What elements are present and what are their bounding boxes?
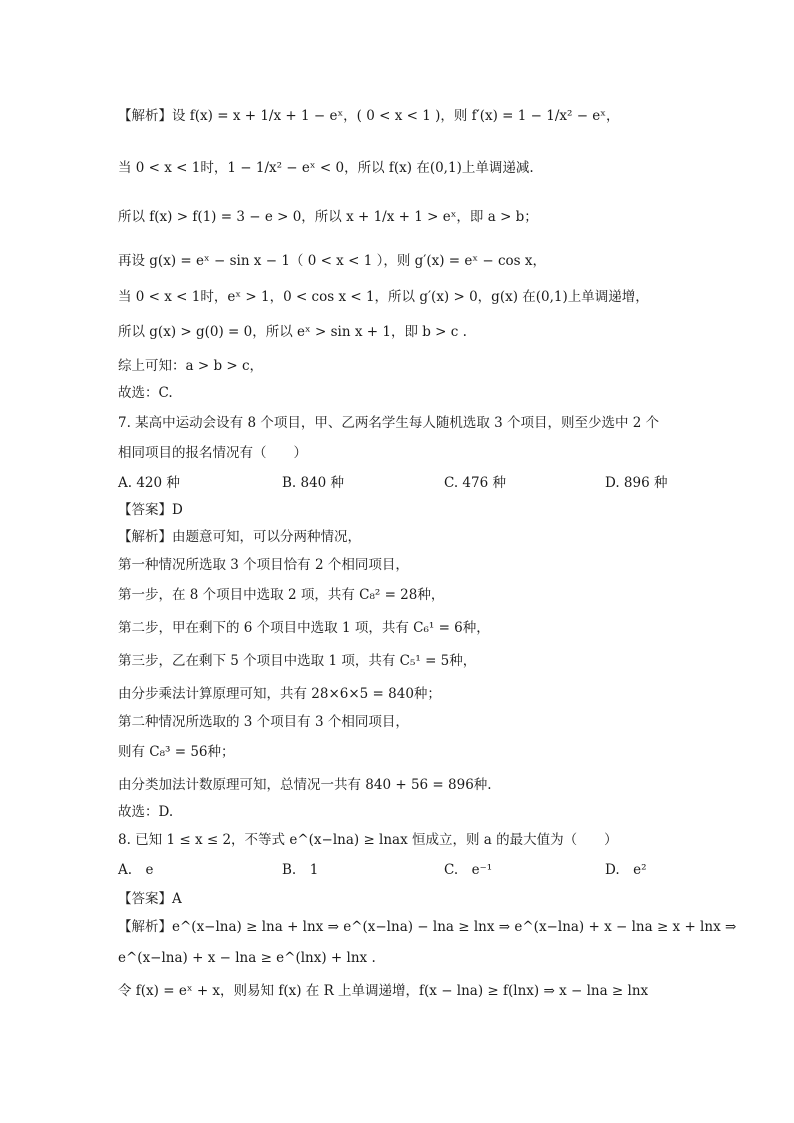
q7-option-a: A. 420 种 [118, 475, 180, 491]
text-line: 由分类加法计数原理可知，总情况一共有 840 + 56 = 896种. [118, 777, 492, 793]
question-8-stem: 8. 已知 1 ≤ x ≤ 2，不等式 e^(x−lna) ≥ lnax 恒成立，则 a 的最大值为（ ） [118, 832, 618, 848]
text-line: 所以 f(x) > f(1) = 3 − e > 0，所以 x + 1/x + 1 > eˣ，即 a > b； [118, 209, 538, 225]
answer-line: 【答案】D [118, 502, 183, 518]
text-line: 故选：C. [118, 385, 173, 401]
text-line: e^(x−lna) + x − lna ≥ e^(lnx) + lnx . [118, 950, 376, 966]
text-line: 当 0 < x < 1时，1 − 1/x² − eˣ < 0，所以 f(x) 在(0,1)上单调递减. [118, 160, 534, 176]
q8-option-c: C. e⁻¹ [444, 862, 493, 878]
question-7-stem: 相同项目的报名情况有（ ） [118, 445, 307, 461]
q7-option-b: B. 840 种 [282, 475, 345, 491]
text-line: 由分步乘法计算原理可知，共有 28×6×5 = 840种； [118, 686, 441, 702]
q8-option-a: A. e [118, 862, 154, 878]
q8-option-d: D. e² [605, 862, 647, 878]
text-line: 【解析】由题意可知，可以分两种情况， [118, 529, 361, 545]
text-line: 【解析】设 f(x) = x + 1/x + 1 − eˣ，( 0 < x < 1 )，则 f′(x) = 1 − 1/x² − eˣ， [118, 108, 620, 124]
question-7-stem: 7. 某高中运动会设有 8 个项目，甲、乙两名学生每人随机选取 3 个项目，则至少选中 2 个 [118, 415, 660, 431]
text-line: 综上可知：a > b > c， [118, 358, 264, 374]
text-line: 第一种情况所选取 3 个项目恰有 2 个相同项目， [118, 557, 409, 573]
q7-option-c: C. 476 种 [444, 475, 506, 491]
q8-option-b: B. 1 [282, 862, 319, 878]
text-line: 则有 C₈³ = 56种； [118, 744, 235, 760]
text-line: 再设 g(x) = eˣ − sin x − 1（ 0 < x < 1 ），则 g′(x) = eˣ − cos x， [118, 253, 546, 269]
text-line: 令 f(x) = eˣ + x，则易知 f(x) 在 R 上单调递增，f(x − lna) ≥ f(lnx) ⇒ x − lna ≥ lnx [118, 983, 649, 999]
text-line: 当 0 < x < 1时，eˣ > 1，0 < cos x < 1，所以 g′(x) > 0，g(x) 在(0,1)上单调递增， [118, 289, 649, 305]
text-line: 第三步，乙在剩下 5 个项目中选取 1 项，共有 C₅¹ = 5种， [118, 653, 477, 669]
text-line: 第二种情况所选取的 3 个项目有 3 个相同项目， [118, 714, 409, 730]
text-line: 第一步，在 8 个项目中选取 2 项，共有 C₈² = 28种， [118, 587, 445, 603]
text-line: 第二步，甲在剩下的 6 个项目中选取 1 项，共有 C₆¹ = 6种， [118, 620, 490, 636]
answer-line: 【答案】A [118, 891, 182, 907]
text-line: 所以 g(x) > g(0) = 0，所以 eˣ > sin x + 1，即 b > c . [118, 324, 467, 340]
text-line: 故选：D. [118, 804, 174, 820]
q7-option-d: D. 896 种 [605, 475, 668, 491]
text-line: 【解析】e^(x−lna) ≥ lna + lnx ⇒ e^(x−lna) − lna ≥ lnx ⇒ e^(x−lna) + x − lna ≥ x + lnx ⇒ [118, 919, 737, 935]
